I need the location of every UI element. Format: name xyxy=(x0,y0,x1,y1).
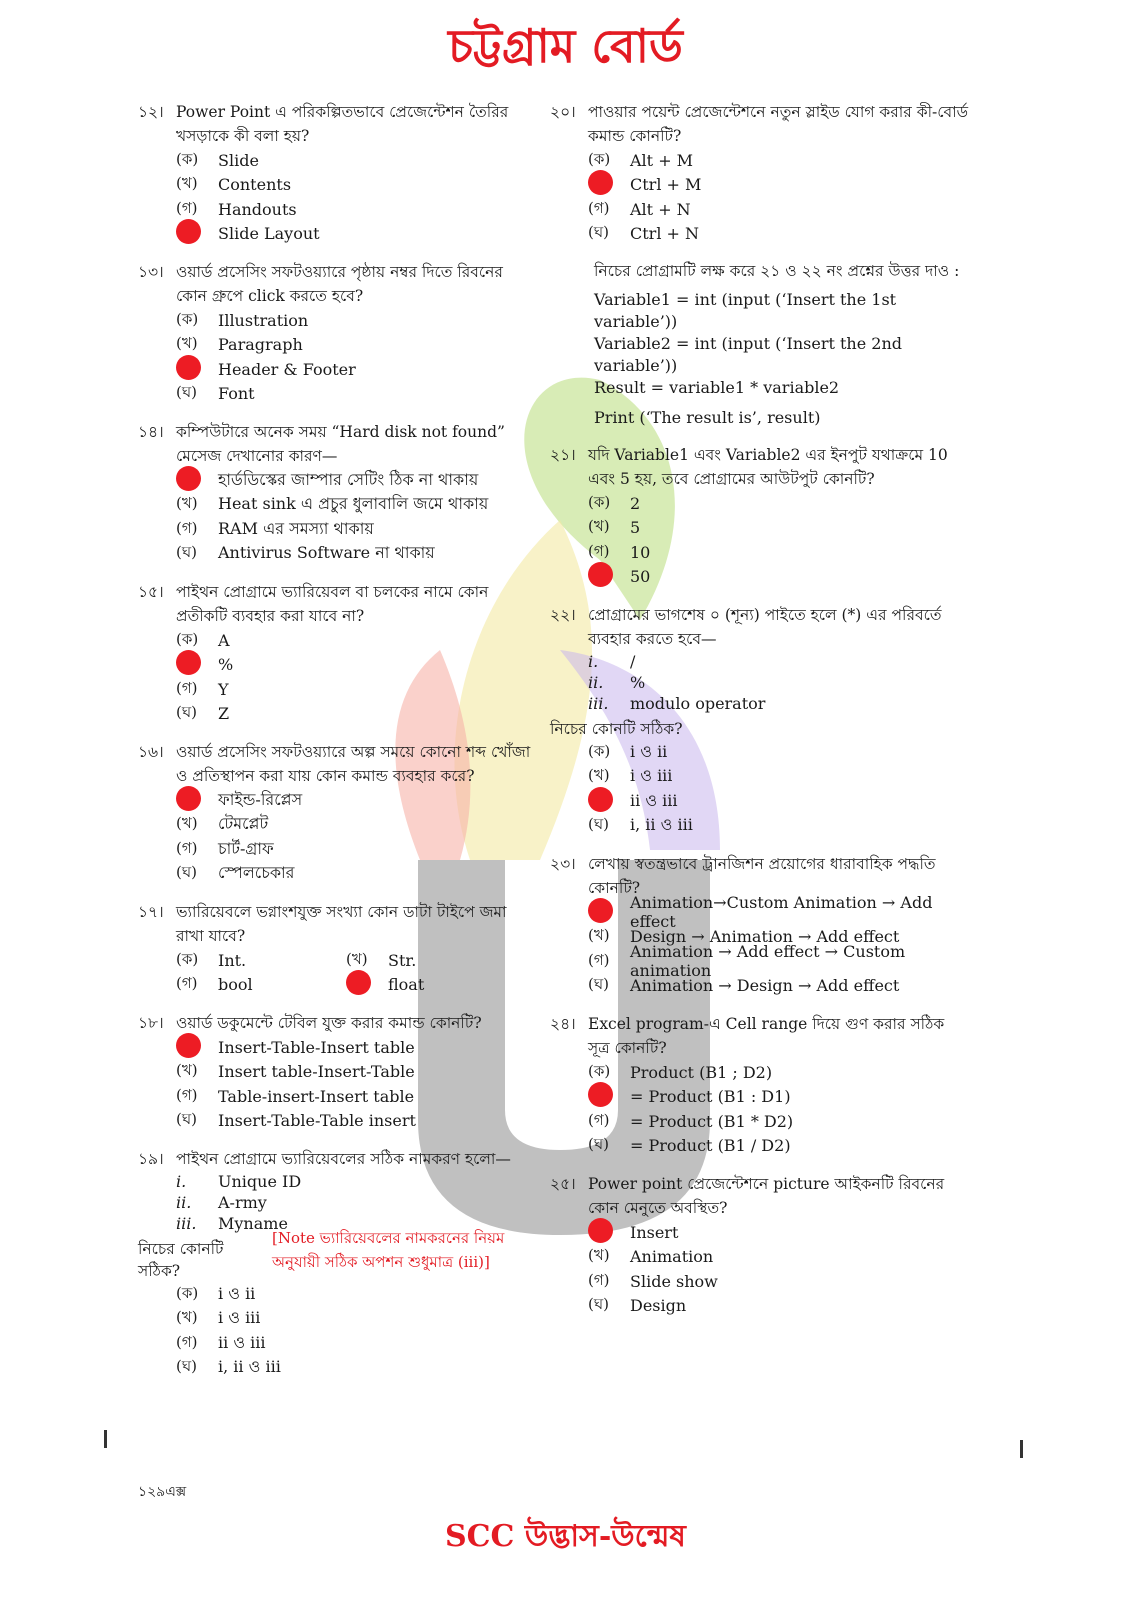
option-text: Alt + M xyxy=(630,150,694,170)
option-label: (খ) xyxy=(588,926,610,945)
option-label: (ক) xyxy=(176,309,199,328)
option-text: % xyxy=(218,655,234,675)
page-number: ১২৯এক্স xyxy=(138,1484,187,1500)
option-text: ফাইন্ড-রিপ্লেস xyxy=(218,789,303,809)
question-stem xyxy=(550,100,970,148)
correct-answer-dot xyxy=(588,1082,613,1107)
option-label: (ঘ) xyxy=(588,1135,609,1154)
question xyxy=(550,1012,970,1158)
option xyxy=(588,1245,970,1270)
option-text: Contents xyxy=(218,175,292,195)
question-text: ওয়ার্ড প্রসেসিং সফটওয়্যারে পৃষ্ঠায় নম্বর দিতে রিবনের কোন গ্রুপে click করতে হবে? xyxy=(176,263,503,305)
question xyxy=(550,443,970,589)
option xyxy=(176,628,538,653)
passage-intro: নিচের প্রোগ্রামটি লক্ষ করে ২১ ও ২২ নং প্রশ্নের উত্তর দাও : xyxy=(594,262,960,280)
option-label: (ক) xyxy=(588,149,611,168)
left-column xyxy=(138,100,538,1394)
option-label: (ক) xyxy=(176,629,199,648)
question-number: ১৪। xyxy=(138,423,164,441)
question-text: যদি Variable1 এবং Variable2 এর ইনপুট যথাক্রমে 10 এবং 5 হয়, তবে প্রোগ্রামের আউটপুট কোনটি? xyxy=(588,446,948,488)
right-column xyxy=(550,100,970,1332)
option xyxy=(588,222,970,247)
question xyxy=(138,420,538,566)
option xyxy=(176,148,538,173)
option-text: Antivirus Software না থাকায় xyxy=(218,543,435,563)
option-list xyxy=(138,1035,538,1133)
option-text: bool xyxy=(218,975,253,995)
statement-text: % xyxy=(630,673,646,692)
question xyxy=(138,580,538,726)
answer-marker xyxy=(588,898,630,927)
question xyxy=(138,260,538,406)
question-number: ১৭। xyxy=(138,903,164,921)
program-code xyxy=(594,289,970,429)
option-correct xyxy=(176,653,538,678)
question-text: প্রোগ্রামের ভাগশেষ ০ (শূন্য) পাইতে হলে (*) এর পরিবর্তে ব্যবহার করতে হবে— xyxy=(588,606,942,648)
margin-mark-left xyxy=(104,1430,107,1448)
option-label: (গ) xyxy=(176,1332,198,1351)
margin-mark-right xyxy=(1020,1440,1023,1458)
option-text: Insert-Table-Insert table xyxy=(218,1037,415,1057)
statement-number: iii. xyxy=(588,694,609,713)
answer-marker xyxy=(176,786,218,815)
correct-answer-dot xyxy=(176,1033,201,1058)
option-label: (খ) xyxy=(346,949,368,968)
question-number: ২৪। xyxy=(550,1015,576,1033)
option xyxy=(176,1307,538,1332)
question xyxy=(550,852,970,998)
option-text: Design → Animation → Add effect xyxy=(630,927,900,947)
option-list xyxy=(138,148,538,246)
option-label: (খ) xyxy=(176,1061,198,1080)
question-stem xyxy=(138,740,538,788)
option-text: Header & Footer xyxy=(218,359,356,379)
option-label: (ঘ) xyxy=(588,975,609,994)
option-label: (গ) xyxy=(588,950,610,969)
statement-number: i. xyxy=(588,652,599,671)
option-text: i ও ii xyxy=(630,741,668,761)
option xyxy=(176,1060,538,1085)
option-text: ii ও iii xyxy=(218,1332,266,1352)
option xyxy=(588,491,970,516)
option-text: Table-insert-Insert table xyxy=(218,1086,415,1106)
option-text: Animation → Add effect → Custom animation xyxy=(630,942,906,981)
option-text: = Product (B1 / D2) xyxy=(630,1136,791,1156)
option-text: i ও iii xyxy=(630,766,673,786)
option-label: (ঘ) xyxy=(176,1357,197,1376)
question-stem xyxy=(138,580,538,628)
option-correct xyxy=(588,565,970,590)
option xyxy=(176,197,538,222)
option-label: (ক) xyxy=(588,741,611,760)
option-label: (গ) xyxy=(176,1085,198,1104)
option xyxy=(588,814,970,839)
option xyxy=(588,1269,970,1294)
option-label: (ক) xyxy=(588,492,611,511)
option-text: = Product (B1 * D2) xyxy=(630,1111,794,1131)
answer-marker xyxy=(588,1218,630,1247)
correct-answer-dot xyxy=(176,466,201,491)
code-line: Variable2 = int (input (‘Insert the 2nd variable’)) xyxy=(594,334,908,375)
option xyxy=(588,765,970,790)
question xyxy=(550,1172,970,1318)
option-list xyxy=(550,893,970,998)
option xyxy=(176,517,538,542)
correct-answer-dot xyxy=(588,787,613,812)
question-text: পাইথন প্রোগ্রামে ভ্যারিয়েবল বা চলকের নামে কোন প্রতীকটি ব্যবহার করা যাবে না? xyxy=(176,583,489,625)
option-correct xyxy=(176,1035,538,1060)
option-text: i ও iii xyxy=(218,1308,261,1328)
question xyxy=(138,900,538,997)
option xyxy=(176,837,538,862)
option xyxy=(346,948,526,973)
option-label: (গ) xyxy=(588,541,610,560)
option-text: i ও ii xyxy=(218,1283,256,1303)
option xyxy=(588,942,970,981)
question-stem xyxy=(550,1012,970,1060)
option-label: (খ) xyxy=(588,1246,610,1265)
answer-marker xyxy=(346,970,388,999)
statement-number: ii. xyxy=(176,1193,192,1212)
question-stem xyxy=(138,260,538,308)
answer-marker xyxy=(588,787,630,816)
question-text: ওয়ার্ড প্রসেসিং সফটওয়্যারে অল্প সময়ে কোনো শব্দ খোঁজা ও প্রতিস্থাপন করা যায় কোন কমান্ড ব্যবহার করে? xyxy=(176,743,531,785)
option xyxy=(588,1060,970,1085)
option-correct xyxy=(588,789,970,814)
statement-number: ii. xyxy=(588,673,604,692)
correct-answer-dot xyxy=(588,170,613,195)
question-number: ১৩। xyxy=(138,263,164,281)
option-label: (ঘ) xyxy=(588,223,609,242)
option-text: Animation→Custom Animation → Add effect xyxy=(630,893,933,932)
code-line: Print (‘The result is’, result) xyxy=(594,408,821,427)
answer-marker xyxy=(588,170,630,199)
option-label: (ঘ) xyxy=(176,1110,197,1129)
option-list xyxy=(138,308,538,406)
question-number: ১৯। xyxy=(138,1150,164,1168)
option-text: Ctrl + N xyxy=(630,224,700,244)
statement xyxy=(176,1171,538,1192)
option-text: float xyxy=(388,975,425,995)
option-correct xyxy=(176,468,538,493)
option xyxy=(176,1331,538,1356)
option-text: 10 xyxy=(630,542,651,562)
option xyxy=(176,542,538,567)
question-text: ওয়ার্ড ডকুমেন্টে টেবিল যুক্ত করার কমান্ড কোনটি? xyxy=(176,1014,482,1032)
statement-number: i. xyxy=(176,1172,187,1191)
statement-text: Unique ID xyxy=(218,1172,302,1191)
option-text: Font xyxy=(218,384,255,404)
option-correct xyxy=(588,173,970,198)
option xyxy=(588,540,970,565)
option-text: Slide Layout xyxy=(218,224,320,244)
option-label: (খ) xyxy=(176,1308,198,1327)
question xyxy=(138,740,538,886)
answer-marker xyxy=(176,1033,218,1062)
option xyxy=(176,948,346,973)
option-text: Insert table-Insert-Table xyxy=(218,1062,415,1082)
which-correct-prompt: নিচের কোনটি সঠিক? xyxy=(138,1240,224,1280)
question-stem xyxy=(138,420,538,468)
option-list xyxy=(550,148,970,246)
option-text: = Product (B1 : D1) xyxy=(630,1087,791,1107)
option-text: চার্ট-গ্রাফ xyxy=(218,838,274,858)
option-label: (ঘ) xyxy=(176,543,197,562)
option-label: (খ) xyxy=(176,334,198,353)
option-text: ii ও iii xyxy=(630,790,678,810)
option-text: Slide xyxy=(218,150,259,170)
option-text: Design xyxy=(630,1296,687,1316)
option-list xyxy=(550,1220,970,1318)
option-text: 2 xyxy=(630,493,641,513)
option-text: Str. xyxy=(388,950,417,970)
option-text: RAM এর সমস্যা থাকায় xyxy=(218,518,374,538)
question xyxy=(138,100,538,246)
option-text: 5 xyxy=(630,518,641,538)
option-text: স্পেলচেকার xyxy=(218,863,295,883)
question-stem xyxy=(550,1172,970,1220)
option xyxy=(176,333,538,358)
option xyxy=(176,173,538,198)
correct-answer-dot xyxy=(176,219,201,244)
answer-marker xyxy=(588,562,630,591)
option xyxy=(176,1084,538,1109)
question-stem xyxy=(138,100,538,148)
correct-answer-dot xyxy=(346,970,371,995)
option-label: (ঘ) xyxy=(176,863,197,882)
option-label: (ঘ) xyxy=(588,815,609,834)
statement-list xyxy=(138,1171,538,1234)
question-text: Power point প্রেজেন্টেশনে picture আইকনটি রিবনের কোন মেনুতে অবস্থিত? xyxy=(588,1175,945,1217)
option-label: (ঘ) xyxy=(176,703,197,722)
option-text: Y xyxy=(218,679,229,699)
question-text: পাইথন প্রোগ্রামে ভ্যারিয়েবলের সঠিক নামকরণ হলো— xyxy=(176,1150,511,1168)
option-list xyxy=(550,491,970,589)
option-label: (খ) xyxy=(588,517,610,536)
option-correct xyxy=(176,788,538,813)
option xyxy=(588,1134,970,1159)
option-text: Handouts xyxy=(218,199,297,219)
option-list xyxy=(138,1282,538,1380)
option-label: (ক) xyxy=(176,949,199,968)
option-list xyxy=(138,468,538,566)
question xyxy=(550,603,970,838)
option xyxy=(176,382,538,407)
option-label: (গ) xyxy=(176,518,198,537)
option-label: (ক) xyxy=(588,1061,611,1080)
answer-marker xyxy=(176,466,218,495)
question-stem xyxy=(550,603,970,651)
statement-list xyxy=(550,651,970,714)
option-label: (ঘ) xyxy=(588,1295,609,1314)
option-label: (ক) xyxy=(176,1283,199,1302)
which-correct-prompt: নিচের কোনটি সঠিক? xyxy=(550,720,683,738)
option-text: Heat sink এ প্রচুর ধুলাবালি জমে থাকায় xyxy=(218,494,489,514)
option-text: টেমপ্লেট xyxy=(218,814,269,834)
option-text: Ctrl + M xyxy=(630,175,702,195)
correct-answer-dot xyxy=(176,355,201,380)
question-text: পাওয়ার পয়েন্ট প্রেজেন্টেশনে নতুন স্লাইড যোগ করার কী-বোর্ড কমান্ড কোনটি? xyxy=(588,103,969,145)
statement-text: / xyxy=(630,652,636,671)
statement xyxy=(176,1192,538,1213)
option xyxy=(588,1109,970,1134)
option-correct xyxy=(588,893,970,932)
board-title: চট্টগ্রাম বোর্ড xyxy=(448,19,683,73)
answer-marker xyxy=(176,219,218,248)
code-line: Result = variable1 * variable2 xyxy=(594,378,840,397)
option-label: (গ) xyxy=(176,678,198,697)
question-text: Power Point এ পরিকল্পিতভাবে প্রেজেন্টেশন তৈরির খসড়াকে কী বলা হয়? xyxy=(176,103,509,145)
correct-answer-dot xyxy=(588,562,613,587)
option-text: Z xyxy=(218,704,230,724)
option xyxy=(588,148,970,173)
option-list xyxy=(550,740,970,838)
option-label: (খ) xyxy=(176,814,198,833)
question xyxy=(550,100,970,246)
option-label: (গ) xyxy=(588,1270,610,1289)
question-stem xyxy=(138,1011,538,1035)
option-label: (গ) xyxy=(588,1110,610,1129)
question-number: ২২। xyxy=(550,606,576,624)
option-text: Product (B1 ; D2) xyxy=(630,1062,773,1082)
option-correct xyxy=(346,973,526,998)
option-text: Slide show xyxy=(630,1271,718,1291)
option-text: 50 xyxy=(630,567,651,587)
option-label: (খ) xyxy=(176,494,198,513)
option-text: Int. xyxy=(218,950,247,970)
question-stem xyxy=(138,900,538,948)
option xyxy=(176,1109,538,1134)
statement-text: Myname xyxy=(218,1214,288,1233)
option-label: (গ) xyxy=(176,974,198,993)
option xyxy=(176,862,538,887)
question-number: ২৫। xyxy=(550,1175,576,1193)
question-stem xyxy=(550,443,970,491)
statement-number: iii. xyxy=(176,1214,197,1233)
option-label: (গ) xyxy=(588,198,610,217)
correct-answer-dot xyxy=(588,1218,613,1243)
option-text: i, ii ও iii xyxy=(218,1357,281,1377)
option-text: Alt + N xyxy=(630,199,691,219)
question-text: ভ্যারিয়েবলে ভগ্নাংশযুক্ত সংখ্যা কোন ডাটা টাইপে জমা রাখা যাবে? xyxy=(176,903,507,945)
option xyxy=(176,308,538,333)
question-number: ১২। xyxy=(138,103,164,121)
option-label: (গ) xyxy=(176,198,198,217)
correct-answer-dot xyxy=(176,786,201,811)
option-text: Insert xyxy=(630,1222,679,1242)
statement xyxy=(588,672,970,693)
correct-answer-dot xyxy=(588,898,613,923)
option-correct xyxy=(588,1085,970,1110)
answer-marker xyxy=(176,355,218,384)
option-label: (খ) xyxy=(176,174,198,193)
option-text: Insert-Table-Table insert xyxy=(218,1111,416,1131)
option-list xyxy=(550,1060,970,1158)
question-number: ২০। xyxy=(550,103,576,121)
option xyxy=(176,677,538,702)
question-number: ১৫। xyxy=(138,583,164,601)
option xyxy=(176,702,538,727)
question xyxy=(138,1011,538,1133)
option-correct xyxy=(176,222,538,247)
option xyxy=(588,1294,970,1319)
option-label: (ঘ) xyxy=(176,383,197,402)
option-text: i, ii ও iii xyxy=(630,815,693,835)
footer-brand: SCC উদ্ভাস-উন্মেষ xyxy=(445,1519,686,1554)
question-number: ১৮। xyxy=(138,1014,164,1032)
option-text: Animation → Design → Add effect xyxy=(630,976,900,996)
answer-marker xyxy=(588,1082,630,1111)
code-line: Variable1 = int (input (‘Insert the 1st variable’)) xyxy=(594,290,902,331)
statement xyxy=(588,651,970,672)
question-number: ২১। xyxy=(550,446,576,464)
option-label: (গ) xyxy=(176,838,198,857)
question-number: ২৩। xyxy=(550,855,576,873)
option xyxy=(588,740,970,765)
question-text: লেখায় স্বতন্ত্রভাবে ট্রানজিশন প্রয়োগের ধারাবাহিক পদ্ধতি কোনটি? xyxy=(588,855,936,897)
option xyxy=(588,516,970,541)
option-text: Illustration xyxy=(218,310,309,330)
option-label: (খ) xyxy=(588,766,610,785)
option-text: Animation xyxy=(630,1247,714,1267)
program-passage xyxy=(550,260,970,429)
statement xyxy=(588,693,970,714)
statement-text: A-rmy xyxy=(218,1193,267,1212)
option-label: (ক) xyxy=(176,149,199,168)
option-list xyxy=(138,628,538,726)
question-number: ১৬। xyxy=(138,743,164,761)
option-correct xyxy=(588,1220,970,1245)
option-text: হার্ডডিস্কের জাম্পার সেটিং ঠিক না থাকায় xyxy=(218,469,479,489)
option xyxy=(588,197,970,222)
question-text: কম্পিউটারে অনেক সময় “Hard disk not found” মেসেজ দেখানোর কারণ— xyxy=(176,423,505,465)
option-text: Paragraph xyxy=(218,335,303,355)
question-stem xyxy=(138,1147,538,1171)
answer-note: [Note ভ্যারিয়েবলের নামকরনের নিয়ম অনুযায়ী সঠিক অপশন শুধুমাত্র (iii)] xyxy=(272,1229,505,1271)
option-list xyxy=(138,948,538,997)
option xyxy=(176,1282,538,1307)
answer-marker xyxy=(176,650,218,679)
option xyxy=(176,1356,538,1381)
option xyxy=(176,813,538,838)
option xyxy=(176,493,538,518)
option xyxy=(176,973,346,998)
statement-text: modulo operator xyxy=(630,694,766,713)
correct-answer-dot xyxy=(176,650,201,675)
question-text: Excel program-এ Cell range দিয়ে গুণ করার সঠিক সূত্র কোনটি? xyxy=(588,1015,945,1057)
option-list xyxy=(138,788,538,886)
option-text: A xyxy=(218,630,230,650)
option-correct xyxy=(176,357,538,382)
